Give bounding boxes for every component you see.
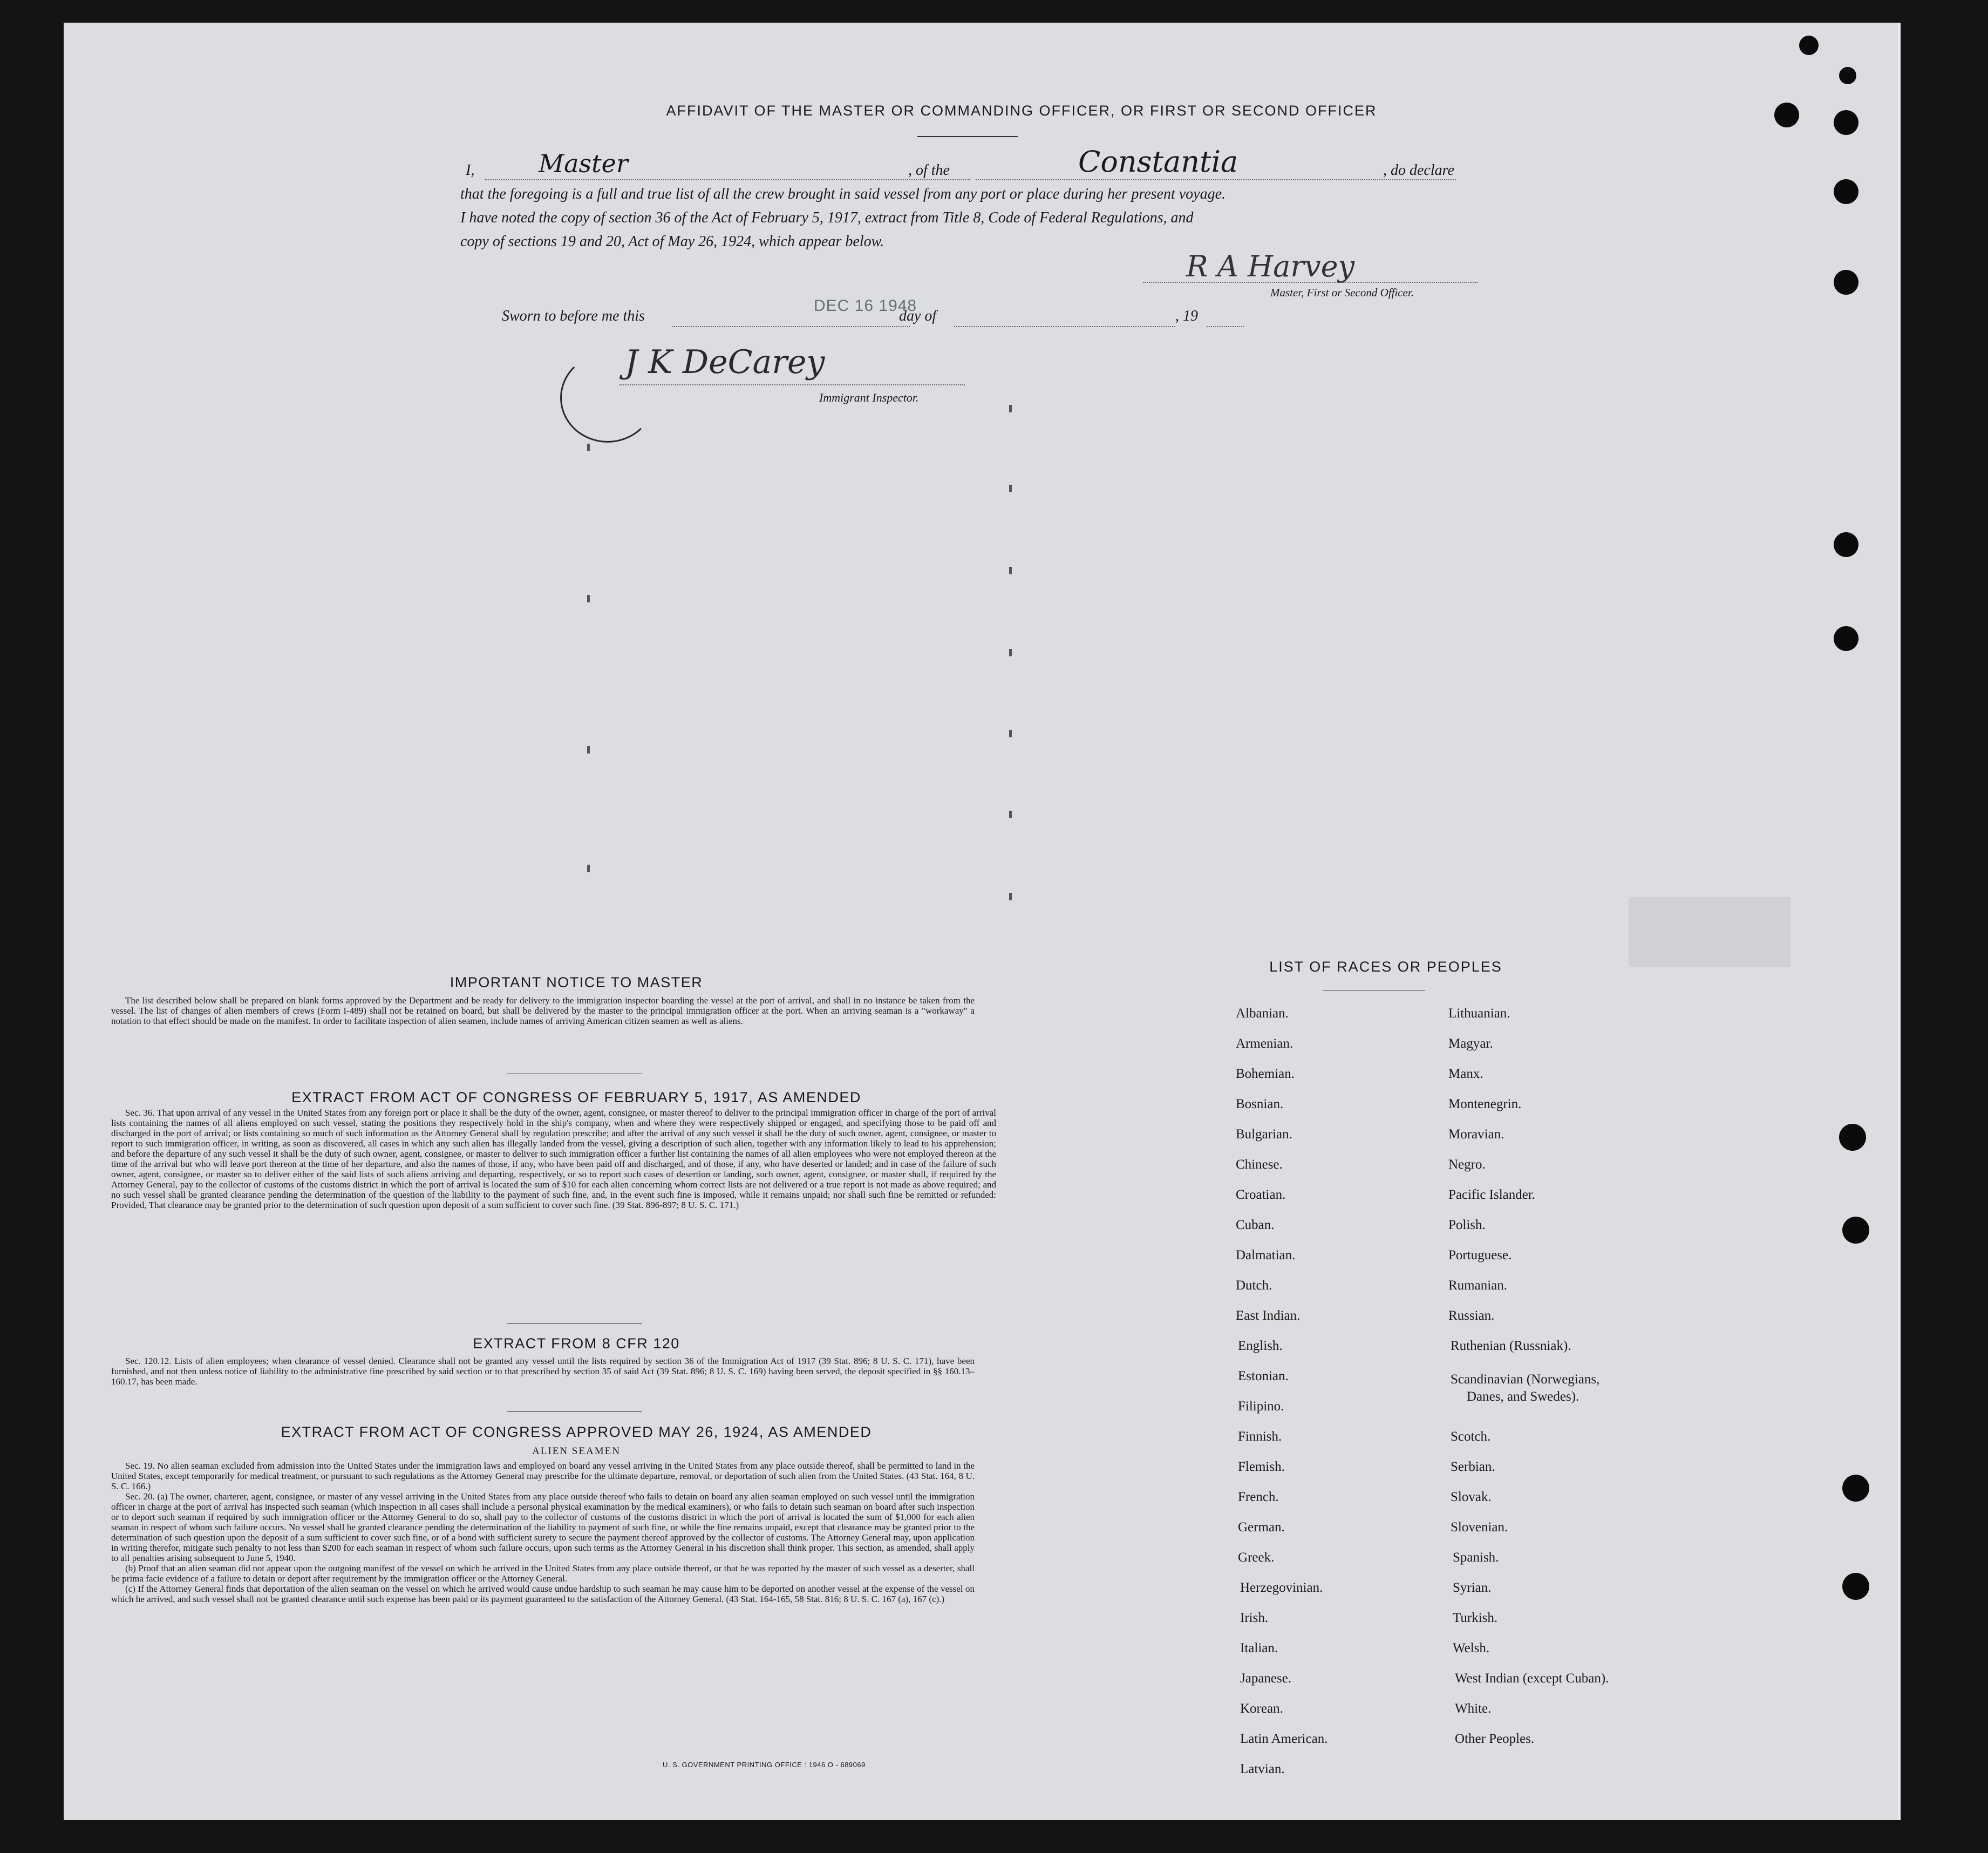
- bleed-mark: [587, 444, 590, 451]
- date-stamp: DEC 16 1948: [814, 297, 917, 315]
- inspector-line: [619, 384, 965, 385]
- of-the-label: , of the: [908, 162, 950, 179]
- race-item: Italian.: [1240, 1641, 1278, 1655]
- divider: [917, 136, 1018, 137]
- race-item: Other Peoples.: [1455, 1732, 1535, 1746]
- race-item: Bosnian.: [1236, 1097, 1284, 1111]
- race-item: Negro.: [1448, 1157, 1486, 1172]
- race-item: Japanese.: [1240, 1671, 1292, 1686]
- sec-20b-paragraph: (b) Proof that an alien seaman did not appear upon the outgoing manifest of the vessel on which he arrived in the United States from any place outside thereof, or that he was reported by the master of such vessel as a deserter, shall be prima facie evidence of a failure to detain or deport after requirement by the immigration officer or the Attorney General.: [111, 1563, 975, 1584]
- punch-hole: [1842, 1217, 1869, 1244]
- race-item: Montenegrin.: [1448, 1097, 1522, 1111]
- race-item: East Indian.: [1236, 1308, 1301, 1323]
- divider: [507, 1411, 642, 1412]
- extract-1924-body: [111, 1461, 975, 1604]
- race-item: Bohemian.: [1236, 1067, 1295, 1081]
- race-item: Finnish.: [1238, 1429, 1282, 1444]
- notice-title: IMPORTANT NOTICE TO MASTER: [450, 974, 703, 990]
- punch-hole: [1842, 1573, 1869, 1600]
- extract-1917-body: [111, 1108, 996, 1210]
- race-item: Cuban.: [1236, 1218, 1275, 1232]
- declaration-line-2: that the foregoing is a full and true list of all the crew brought in said vessel from any port or place during her present voyage.: [460, 186, 1226, 202]
- signature-line: [1143, 282, 1478, 283]
- alien-seamen-subtitle: ALIEN SEAMEN: [532, 1445, 621, 1457]
- printer-imprint: U. S. GOVERNMENT PRINTING OFFICE : 1946 O - 689069: [663, 1761, 866, 1769]
- punch-hole: [1834, 179, 1858, 204]
- sec-20c-paragraph: (c) If the Attorney General finds that deportation of the alien seaman on the vessel on which he arrived would cause undue hardship to such seaman he may cause him to be deported on another vessel at the expense of the vessel on which he arrived, and such vessel shall not be granted clearance until such expense has been paid or its payment guaranteed to the satisfaction of the Attorney General. (43 Stat. 164-165, 58 Stat. 816; 8 U. S. C. 167 (a), 167 (c).): [111, 1584, 975, 1604]
- race-item: Bulgarian.: [1236, 1127, 1292, 1142]
- race-item: West Indian (except Cuban).: [1455, 1671, 1609, 1686]
- race-item: Chinese.: [1236, 1157, 1283, 1172]
- punch-hole: [1799, 36, 1819, 55]
- race-item: Moravian.: [1448, 1127, 1504, 1142]
- race-item: Pacific Islander.: [1448, 1187, 1536, 1202]
- i-label: I,: [466, 162, 475, 179]
- race-item: Armenian.: [1236, 1036, 1293, 1051]
- day-of-label: day of: [899, 308, 937, 324]
- punch-hole: [1774, 103, 1799, 127]
- punch-hole: [1834, 532, 1858, 557]
- race-item: Croatian.: [1236, 1187, 1286, 1202]
- race-item: Irish.: [1240, 1611, 1269, 1625]
- bleed-mark: [1009, 730, 1012, 737]
- sec-36-paragraph: Sec. 36. That upon arrival of any vessel in the United States from any foreign port or place it shall be the duty of the owner, agent, consignee, or master thereof to deliver to the principal immigration officer in charge of the port of arrival lists containing the names of all aliens employed on such vessel, stating the positions they respectively hold in the ship's company, when and where they were respectively shipped or engaged, and specifying those to be paid off and discharged in the port of arrival; or lists containing so much of such information as the Attorney General shall by regulation prescribe; and after the arrival of any such vessel it shall be the duty of such owner, agent, consignee, or master to report to such immigration officer, in writing, as soon as discovered, all cases in which any such alien has illegally landed from the vessel, giving a description of such alien, together with any information likely to lead to his apprehension; and before the departure of any such vessel it shall be the duty of such owner, agent, consignee, or master to deliver to such immigration officer a further list containing the names of all alien employees who were not employed thereon at the time of the arrival but who will leave port thereon at the time of her departure, and also the names of those, if any, who have been paid off and discharged, and of those, if any, who have deserted or landed; and in case of the failure of such owner, agent, consignee, or master so to deliver either of the said lists of such aliens arriving and departing, respectively, or so to report such cases of desertion or landing, such owner, agent, consignee, or master shall, if required by the Attorney General, pay to the collector of customs of the customs district in which the port of arrival is located the sum of $10 for each alien concerning whom correct lists are not delivered or a true report is not made as above required; and no such vessel shall be granted clearance pending the determination of the question of the liability to the payment of such fine, and, in the event such fine is imposed, while it remains unpaid; nor shall such fine be remitted or refunded: Provided, That clearance may be granted prior to the determination of such question upon deposit of a sum sufficient to cover such fine. (39 Stat. 896-897; 8 U. S. C. 171.): [111, 1108, 996, 1210]
- race-item: Herzegovinian.: [1240, 1580, 1323, 1595]
- bleed-smudge: [1629, 897, 1790, 967]
- race-item: Manx.: [1448, 1067, 1483, 1081]
- race-item: Welsh.: [1453, 1641, 1490, 1655]
- master-caption: Master, First or Second Officer.: [1270, 286, 1414, 299]
- race-item: Spanish.: [1453, 1550, 1499, 1565]
- bleed-mark: [587, 746, 590, 754]
- notice-body: [111, 995, 975, 1026]
- race-item: Syrian.: [1453, 1580, 1492, 1595]
- bleed-mark: [1009, 567, 1012, 574]
- bleed-mark: [1009, 485, 1012, 492]
- race-item: Portuguese.: [1448, 1248, 1512, 1263]
- punch-hole: [1834, 110, 1858, 135]
- officer-handwritten: Master: [539, 149, 628, 178]
- race-item: Latvian.: [1240, 1762, 1285, 1776]
- document-page: [64, 23, 1901, 1820]
- race-item: Turkish.: [1453, 1611, 1498, 1625]
- extract-1924-title: EXTRACT FROM ACT OF CONGRESS APPROVED MAY 26, 1924, AS AMENDED: [281, 1424, 872, 1440]
- punch-hole: [1842, 1475, 1869, 1502]
- bleed-mark: [587, 595, 590, 602]
- bleed-mark: [1009, 893, 1012, 900]
- do-declare-label: , do declare: [1383, 162, 1454, 179]
- races-title: LIST OF RACES OR PEOPLES: [1269, 959, 1502, 975]
- sec-20a-paragraph: Sec. 20. (a) The owner, charterer, agent, consignee, or master of any vessel arriving in the United States from any place outside thereof who fails to detain on board any alien seaman employed on such vessel until the immigration officer in charge at the port of arrival has inspected such seaman (which inspection in all cases shall include a personal physical examination by the medical examiners), or who fails to detain such seaman on board after such inspection or to deport such seaman if required by such immigration officer or the Attorney General to do so, shall pay to the collector of customs of the customs district in which the port of arrival is located the sum of $1,000 for each alien seaman in respect of whom such failure occurs. No vessel shall be granted clearance pending the determination of the liability to payment of such fine, or while the fine remains unpaid, except that clearance may be granted prior to the determination of such question upon the deposit of a sum sufficient to cover such fine, or of a bond with sufficient surety to secure the payment thereof approved by the collector of customs. The Attorney General may, upon application in writing therefor, mitigate such penalty to not less than $200 for each seaman in respect of whom such failure occurs, upon such terms as the Attorney General in his discretion shall think proper. This section, as amended, shall apply to all penalties arising subsequent to June 5, 1940.: [111, 1491, 975, 1563]
- bleed-mark: [1009, 811, 1012, 818]
- punch-hole: [1839, 1124, 1866, 1151]
- inspector-signature: J K DeCarey: [625, 343, 825, 381]
- year-label: , 19: [1175, 308, 1198, 324]
- race-item: Dalmatian.: [1236, 1248, 1296, 1263]
- sworn-day-line: [672, 326, 910, 327]
- bleed-mark: [1009, 405, 1012, 412]
- race-item: Ruthenian (Russniak).: [1451, 1339, 1571, 1353]
- vessel-handwritten: Constantia: [1078, 145, 1238, 179]
- sec-19-paragraph: Sec. 19. No alien seaman excluded from admission into the United States under the immigration laws and employed on board any vessel arriving in the United States from any place outside thereof, shall be permitted to land in the United States, except temporarily for medical treatment, or pursuant to such regulations as the Attorney General may prescribe for the ultimate departure, removal, or deportation of such alien from the United States. (43 Stat. 164, 8 U. S. C. 166.): [111, 1461, 975, 1491]
- notice-paragraph: The list described below shall be prepared on blank forms approved by the Department and be ready for delivery to the immigration inspector boarding the vessel at the port of arrival, and shall in no instance be taken from the vessel. The list of changes of alien members of crews (Form I-489) shall not be retained on board, but shall be delivered by the master to the principal immigration officer at the port. When an arriving seaman is a "workaway" a notation to that effect should be made on the manifest. In order to facilitate inspection of alien seamen, include names of arriving American citizen seamen as well as aliens.: [111, 995, 975, 1026]
- race-item: Magyar.: [1448, 1036, 1493, 1051]
- extract-cfr-title: EXTRACT FROM 8 CFR 120: [473, 1335, 680, 1352]
- affidavit-title: AFFIDAVIT OF THE MASTER OR COMMANDING OFFICER, OR FIRST OR SECOND OFFICER: [666, 103, 1377, 119]
- race-item: Scandinavian (Norwegians,: [1451, 1372, 1600, 1387]
- race-item: Scotch.: [1451, 1429, 1491, 1444]
- punch-hole: [1839, 67, 1856, 84]
- bleed-mark: [1009, 649, 1012, 656]
- punch-hole: [1834, 270, 1858, 295]
- race-item: Lithuanian.: [1448, 1006, 1510, 1021]
- race-item: Dutch.: [1236, 1278, 1272, 1293]
- race-item: Russian.: [1448, 1308, 1495, 1323]
- race-item: Slovenian.: [1451, 1520, 1508, 1535]
- declaration-line-3: I have noted the copy of section 36 of the Act of February 5, 1917, extract from Title 8, Code of Federal Regulations, and: [460, 209, 1194, 226]
- race-item: Estonian.: [1238, 1369, 1289, 1383]
- extract-1917-title: EXTRACT FROM ACT OF CONGRESS OF FEBRUARY 5, 1917, AS AMENDED: [291, 1089, 861, 1105]
- race-item: Korean.: [1240, 1701, 1283, 1716]
- race-item: Serbian.: [1451, 1460, 1495, 1474]
- divider: [507, 1323, 642, 1324]
- race-item: Filipino.: [1238, 1399, 1284, 1414]
- race-item: German.: [1238, 1520, 1285, 1535]
- race-item: Danes, and Swedes).: [1467, 1389, 1579, 1404]
- master-signature: R A Harvey: [1186, 249, 1355, 283]
- officer-field-line: [485, 179, 970, 180]
- race-item: Latin American.: [1240, 1732, 1328, 1746]
- sworn-label: Sworn to before me this: [502, 308, 645, 324]
- month-line: [954, 326, 1175, 327]
- declaration-line-4: copy of sections 19 and 20, Act of May 26, 1924, which appear below.: [460, 233, 884, 250]
- extract-cfr-body: [111, 1356, 975, 1387]
- race-item: Slovak.: [1451, 1490, 1492, 1504]
- sec-120-12-paragraph: Sec. 120.12. Lists of alien employees; when clearance of vessel denied. Clearance shall not be granted any vessel until the lists required by section 36 of the Immigration Act of 1917 (39 Stat. 896; 8 U. S. C. 171), have been furnished, and not then unless notice of liability to the administrative fine prescribed by said section or to that prescribed by section 35 of said Act (39 Stat. 896; 8 U. S. C. 169) having been served, the deposit specified in §§ 160.13–160.17, has been made.: [111, 1356, 975, 1387]
- race-item: French.: [1238, 1490, 1279, 1504]
- race-item: White.: [1455, 1701, 1492, 1716]
- race-item: English.: [1238, 1339, 1283, 1353]
- race-item: Albanian.: [1236, 1006, 1289, 1021]
- inspector-caption: Immigrant Inspector.: [819, 391, 919, 404]
- race-item: Polish.: [1448, 1218, 1486, 1232]
- race-item: Flemish.: [1238, 1460, 1285, 1474]
- punch-hole: [1834, 626, 1858, 651]
- race-item: Rumanian.: [1448, 1278, 1508, 1293]
- race-item: Greek.: [1238, 1550, 1275, 1565]
- year-line: [1207, 326, 1244, 327]
- bleed-mark: [587, 865, 590, 872]
- vessel-field-line: [976, 179, 1456, 180]
